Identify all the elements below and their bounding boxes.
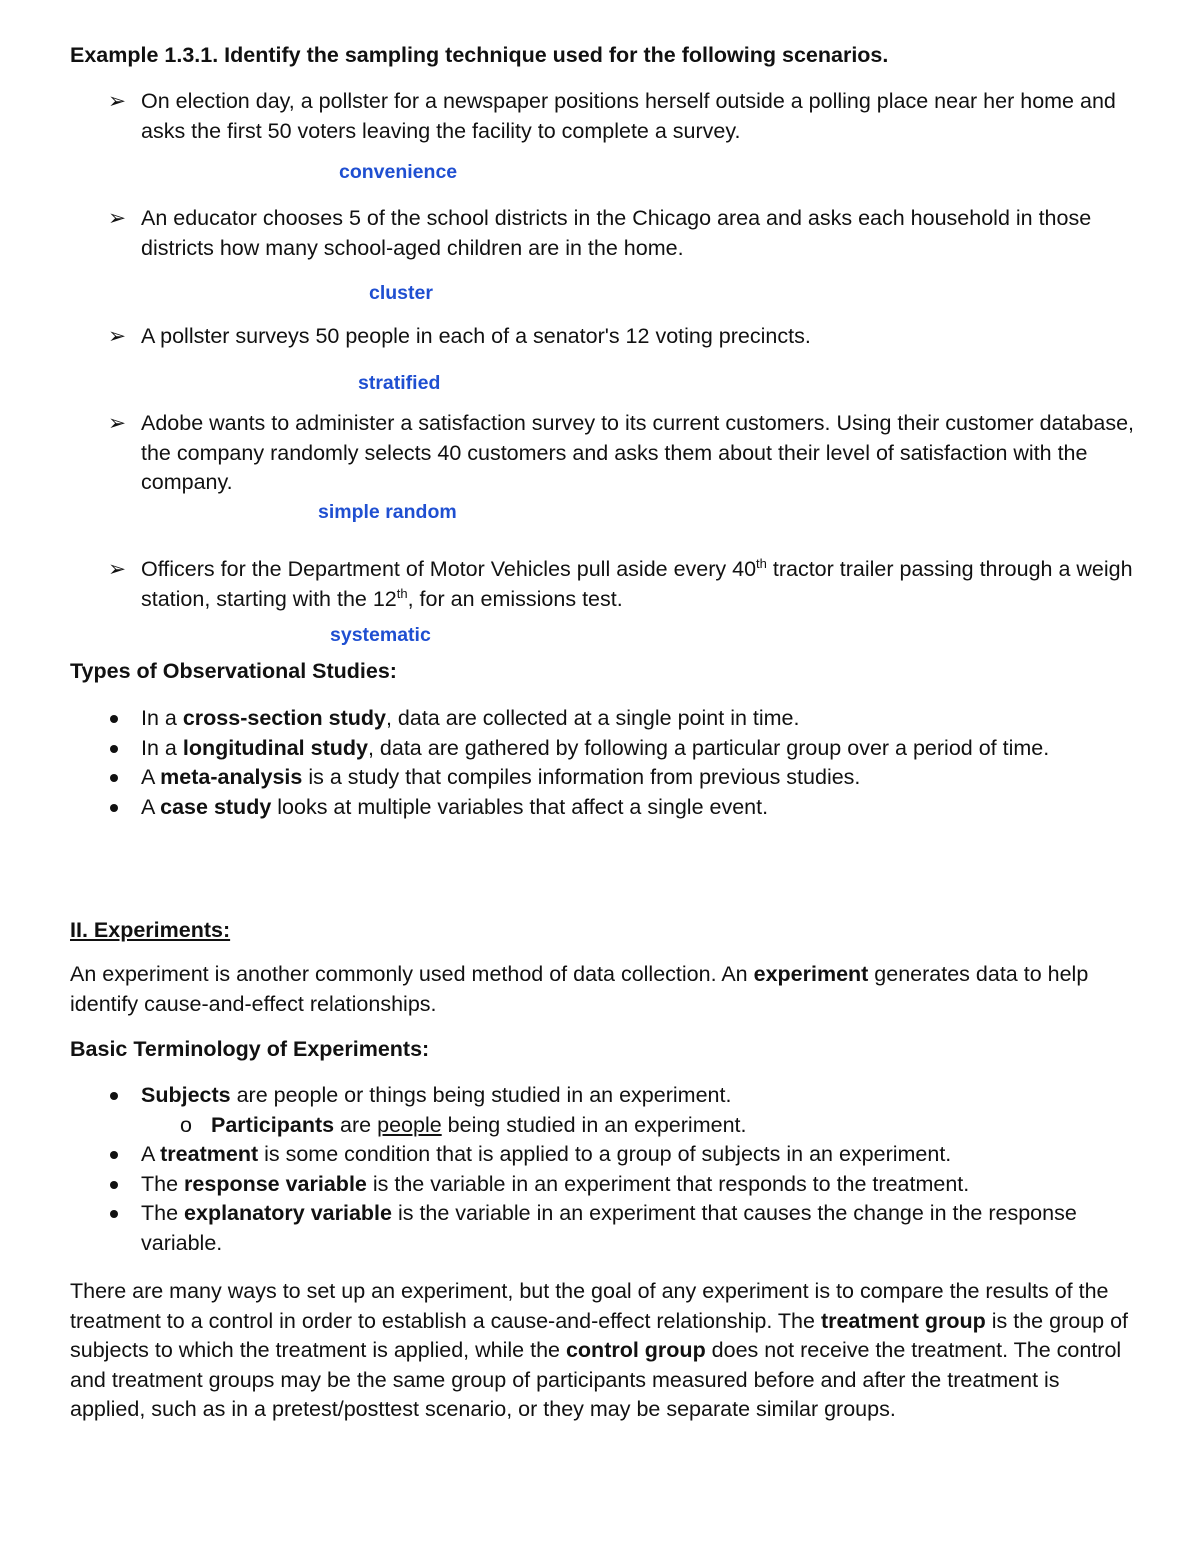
arrowhead-bullet-icon: ➢ [108, 206, 127, 230]
scenario-item [108, 409, 1138, 498]
list-item: A case study looks at multiple variables that affect a single event. [108, 793, 1138, 823]
list-item: The explanatory variable is the variable in an experiment that causes the change in the response variable. [108, 1199, 1138, 1258]
experiments-intro: An experiment is another commonly used method of data collection. An experiment generates data to help identify cause-and-effect relationships. [70, 962, 1089, 1016]
bullet-icon [110, 1210, 118, 1218]
bullet-icon [110, 1151, 118, 1159]
arrowhead-bullet-icon: ➢ [108, 89, 127, 113]
list-item: A treatment is some condition that is applied to a group of subjects in an experiment. [108, 1140, 1138, 1170]
list-item: A meta-analysis is a study that compiles information from previous studies. [108, 763, 1138, 793]
observational-list [108, 704, 1138, 822]
arrowhead-bullet-icon: ➢ [108, 557, 127, 581]
bullet-icon [110, 715, 118, 723]
scenario-text: An educator chooses 5 of the school districts in the Chicago area and asks each household in those districts how many school-aged children are in the home. [141, 206, 1092, 260]
scenario-answer: systematic [330, 624, 431, 646]
bullet-icon [110, 804, 118, 812]
list-item: Subjects are people or things being studied in an experiment. [108, 1081, 1138, 1111]
scenario-text: On election day, a pollster for a newspaper positions herself outside a polling place near her home and asks the first 50 voters leaving the facility to complete a survey. [141, 89, 1116, 143]
closing-paragraph: There are many ways to set up an experiment, but the goal of any experiment is to compare the results of the treatment to a control in order to establish a cause-and-effect relationship. The treatment group is the group of subjects to which the treatment is applied, while the control group does not receive the treatment. The control and treatment groups may be the same group of participants measured before and after the treatment is applied, such as in a pretest/posttest scenario, or they may be separate similar groups. [70, 1279, 1129, 1421]
scenario-answer: cluster [369, 282, 433, 304]
scenario-item [108, 555, 1138, 614]
arrowhead-bullet-icon: ➢ [108, 411, 127, 435]
scenario-text: A pollster surveys 50 people in each of a senator's 12 voting precincts. [141, 324, 811, 348]
scenario-answer: convenience [339, 161, 458, 183]
scenario-item [108, 322, 1138, 352]
scenario-answer: stratified [358, 372, 441, 394]
observational-heading: Types of Observational Studies: [70, 659, 397, 683]
scenario-item [108, 204, 1138, 263]
bullet-icon [110, 745, 118, 753]
list-item: The response variable is the variable in an experiment that responds to the treatment. [108, 1170, 1138, 1200]
scenario-text: Officers for the Department of Motor Vehicles pull aside every 40th tractor trailer passing through a weigh station, starting with the 12th, for an emissions test. [141, 556, 1133, 611]
list-item: In a longitudinal study, data are gathered by following a particular group over a period of time. [108, 734, 1138, 764]
experiments-heading: II. Experiments: [70, 918, 231, 942]
list-item: In a cross-section study, data are collected at a single point in time. [108, 704, 1138, 734]
arrowhead-bullet-icon: ➢ [108, 324, 127, 348]
example-title: Example 1.3.1. Identify the sampling technique used for the following scenarios. [70, 43, 889, 67]
sub-list-item: o Participants are people being studied in an experiment. [108, 1111, 1138, 1141]
terminology-heading: Basic Terminology of Experiments: [70, 1037, 430, 1061]
scenario-answer: simple random [318, 501, 457, 523]
bullet-icon [110, 1092, 118, 1100]
bullet-icon [110, 1181, 118, 1189]
bullet-icon [110, 774, 118, 782]
scenario-item [108, 87, 1138, 146]
circle-bullet-icon: o [180, 1112, 192, 1137]
terminology-list [108, 1081, 1138, 1258]
scenario-text: Adobe wants to administer a satisfaction survey to its current customers. Using their customer database, the company randomly selects 40 customers and asks them about their level of satisfaction with the company. [141, 411, 1135, 494]
